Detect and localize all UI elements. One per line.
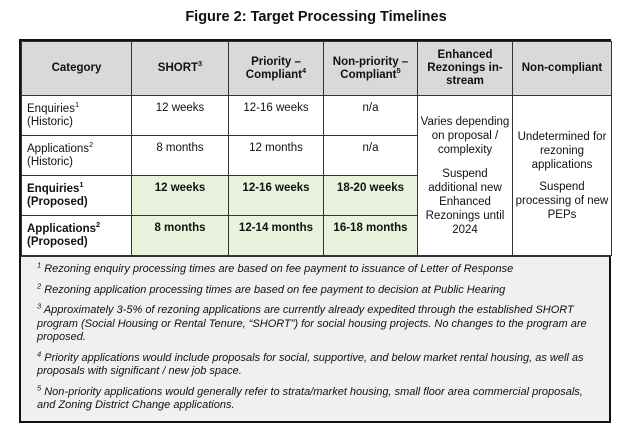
header-priority: Priority – Compliant$^4$ — [229, 42, 324, 96]
header-enhanced: Enhanced Rezonings in-stream — [418, 42, 513, 96]
footnote: $^1$ Rezoning enquiry processing times are based on fee payment to issuance of Letter of Response — [37, 260, 514, 275]
header-nonpriority: Non-priority – Compliant$^5$ — [324, 42, 418, 96]
cell-priority: 12-14 months — [229, 216, 324, 256]
cell-nonpriority: n/a — [324, 96, 418, 136]
cell-short: 8 months — [132, 136, 229, 176]
cell-priority: 12-16 weeks — [229, 96, 324, 136]
cell-nonpriority: 16-18 months — [324, 216, 418, 256]
row-category: Applications$^2$ (Historic) — [22, 136, 132, 176]
header-row — [22, 42, 612, 96]
cell-noncompliant — [513, 96, 612, 256]
footnote: $^3$ Approximately 3-5% of rezoning applications are currently already expedited through the established SHORT program (Social Housing or Rental Tenure, “SHORT”) for social housing projects. No changes to the program are proposed. — [37, 301, 587, 343]
timelines-table-container — [19, 39, 611, 423]
figure-title: Figure 2: Target Processing Timelines — [185, 9, 447, 25]
footnotes — [21, 256, 609, 421]
cell-nonpriority: 18-20 weeks — [324, 176, 418, 216]
cell-priority: 12 months — [229, 136, 324, 176]
noncompliant-proposed: Suspend processing of new PEPs — [515, 180, 609, 221]
header-short: SHORT$^3$ — [132, 42, 229, 96]
footnote: $^2$ Rezoning application processing times are based on fee payment to decision at Public Hearing — [37, 280, 506, 296]
cell-nonpriority: n/a — [324, 136, 418, 176]
table-row — [22, 96, 612, 136]
footnote: $^4$ Priority applications would include proposals for social, supportive, and below market rental housing, as well as proposals with significant / new job space. — [37, 348, 584, 377]
footnote: $^5$ Non-priority applications would generally refer to strata/market housing, small floor area commercial proposals, and Zoning District Change applications. — [37, 382, 583, 411]
timelines-table — [21, 41, 612, 256]
cell-priority: 12-16 weeks — [229, 176, 324, 216]
header-category: Category — [22, 42, 132, 96]
noncompliant-historic: Undetermined for rezoning applications — [517, 130, 607, 171]
cell-short: 12 weeks — [132, 96, 229, 136]
enhanced-proposed: Suspend additional new Enhanced Rezonings until 2024 — [425, 167, 505, 236]
row-category: Applications$^2$ (Proposed) — [22, 216, 132, 256]
header-noncompliant: Non-compliant — [513, 42, 612, 96]
row-category: Enquiries$^1$ (Proposed) — [22, 176, 132, 216]
row-category: Enquiries$^1$ (Historic) — [22, 96, 132, 136]
cell-short: 8 months — [132, 216, 229, 256]
cell-enhanced — [418, 96, 513, 256]
enhanced-historic: Varies depending on proposal / complexity — [420, 115, 510, 156]
cell-short: 12 weeks — [132, 176, 229, 216]
